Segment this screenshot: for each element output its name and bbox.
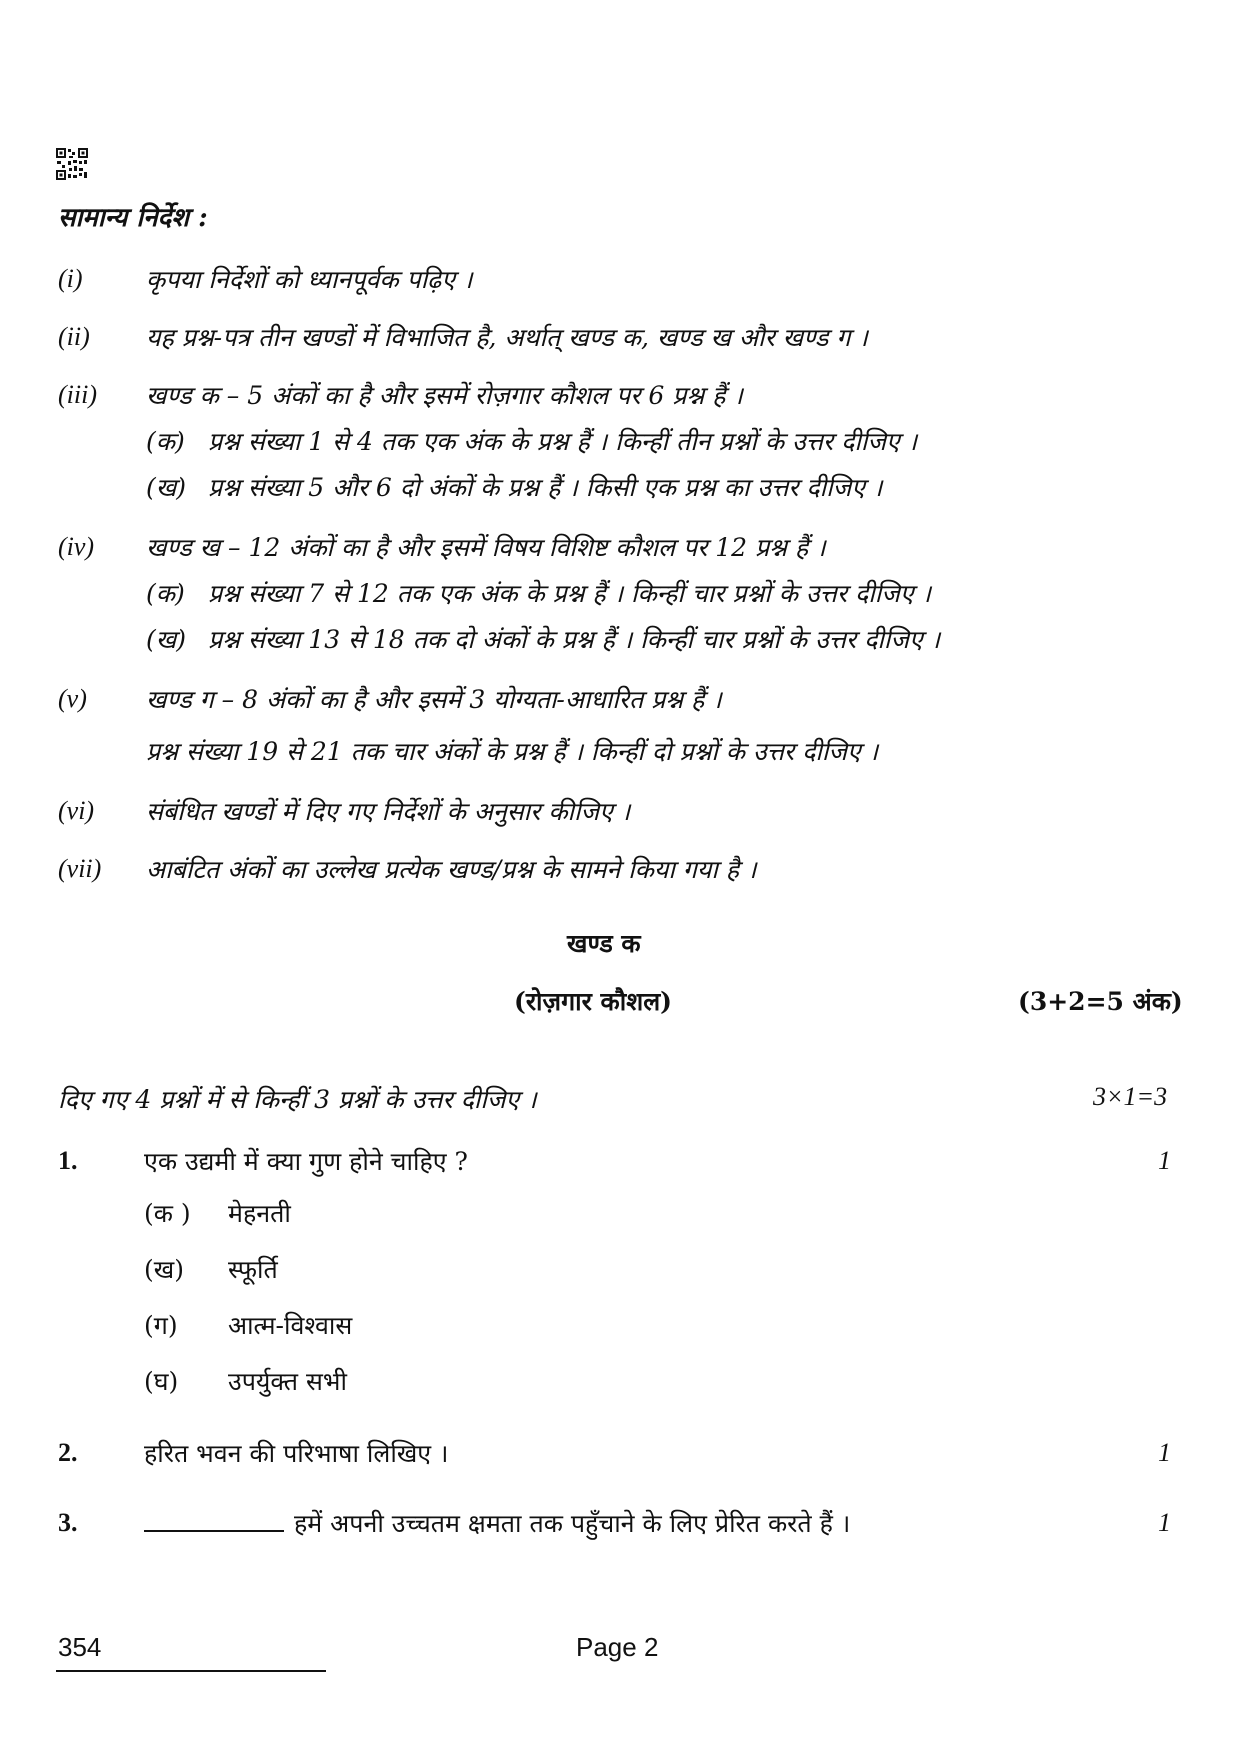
option-label: (ग): [144, 1311, 178, 1340]
sub-instruction-label: (ख): [146, 473, 186, 502]
sub-instruction-label: (क): [146, 427, 185, 456]
sub-instruction-label: (ख): [146, 625, 186, 654]
instruction-text: खण्ड ख – 12 अंकों का है और इसमें विषय विशिष्ट कौशल पर 12 प्रश्न हैं ।: [146, 533, 826, 562]
instruction-number: (v): [58, 684, 87, 713]
sub-instruction-text: प्रश्न संख्या 5 और 6 दो अंकों के प्रश्न हैं । किसी एक प्रश्न का उत्तर दीजिए ।: [208, 473, 883, 502]
section-marks: (3+2=5 अंक): [1018, 987, 1183, 1016]
question-marks: 1: [1158, 1508, 1171, 1537]
paper-code: 354: [58, 1632, 102, 1662]
option-text: आत्म-विश्वास: [228, 1311, 353, 1340]
page-number: Page 2: [576, 1632, 659, 1662]
option-text: स्फूर्ति: [228, 1255, 278, 1284]
instruction-number: (vii): [58, 854, 102, 883]
sub-instruction-label: (क): [146, 579, 185, 608]
instruction-text: कृपया निर्देशों को ध्यानपूर्वक पढ़िए ।: [146, 265, 473, 294]
option-text: उपर्युक्त सभी: [228, 1367, 347, 1396]
instruction-text: यह प्रश्न-पत्र तीन खण्डों में विभाजित है, अर्थात् खण्ड क, खण्ड ख और खण्ड ग ।: [146, 323, 868, 352]
question-number: 3.: [58, 1508, 78, 1537]
option-label: (घ): [144, 1367, 179, 1396]
question-marks: 1: [1158, 1438, 1171, 1467]
option-label: (क ): [144, 1199, 191, 1228]
general-instructions-title: सामान्य निर्देश :: [58, 203, 208, 233]
question-line: [144, 1506, 850, 1540]
section-instruction: दिए गए 4 प्रश्नों में से किन्हीं 3 प्रश्नों के उत्तर दीजिए ।: [58, 1085, 537, 1114]
section-instruction-marks: 3×1=3: [1093, 1082, 1168, 1111]
question-number: 2.: [58, 1438, 78, 1467]
question-text: हमें अपनी उच्चतम क्षमता तक पहुँचाने के लिए प्रेरित करते हैं ।: [294, 1509, 851, 1538]
section-title: खण्ड क: [567, 929, 641, 958]
instruction-text-line2: प्रश्न संख्या 19 से 21 तक चार अंकों के प्रश्न हैं । किन्हीं दो प्रश्नों के उत्तर दीजिए ।: [146, 737, 879, 766]
section-subtitle: (रोज़गार कौशल): [514, 987, 673, 1016]
instruction-text: खण्ड क – 5 अंकों का है और इसमें रोज़गार कौशल पर 6 प्रश्न हैं ।: [146, 381, 743, 410]
question-text: एक उद्यमी में क्या गुण होने चाहिए ?: [144, 1147, 468, 1176]
sub-instruction-text: प्रश्न संख्या 1 से 4 तक एक अंक के प्रश्न हैं । किन्हीं तीन प्रश्नों के उत्तर दीजिए ।: [208, 427, 918, 456]
instruction-number: (i): [58, 264, 83, 293]
instruction-number: (ii): [58, 322, 90, 351]
footer-rule: [56, 1670, 326, 1672]
qr-code-icon: [56, 148, 88, 180]
option-text: मेहनती: [228, 1199, 291, 1228]
instruction-text: संबंधित खण्डों में दिए गए निर्देशों के अनुसार कीजिए ।: [146, 797, 631, 826]
instruction-text: आबंटित अंकों का उल्लेख प्रत्येक खण्ड/प्रश्न के सामने किया गया है ।: [146, 855, 757, 884]
question-number: 1.: [58, 1146, 78, 1175]
sub-instruction-text: प्रश्न संख्या 13 से 18 तक दो अंकों के प्रश्न हैं । किन्हीं चार प्रश्नों के उत्तर दीजिए ।: [208, 625, 941, 654]
instruction-number: (iii): [58, 380, 97, 409]
instruction-number: (iv): [58, 532, 95, 561]
instruction-number: (vi): [58, 796, 95, 825]
instruction-text: खण्ड ग – 8 अंकों का है और इसमें 3 योग्यता-आधारित प्रश्न हैं ।: [146, 685, 722, 714]
question-text: हरित भवन की परिभाषा लिखिए ।: [144, 1439, 449, 1468]
fill-in-blank: [144, 1530, 284, 1532]
question-marks: 1: [1158, 1146, 1171, 1175]
option-label: (ख): [144, 1255, 184, 1284]
sub-instruction-text: प्रश्न संख्या 7 से 12 तक एक अंक के प्रश्न हैं । किन्हीं चार प्रश्नों के उत्तर दीजिए ।: [208, 579, 932, 608]
